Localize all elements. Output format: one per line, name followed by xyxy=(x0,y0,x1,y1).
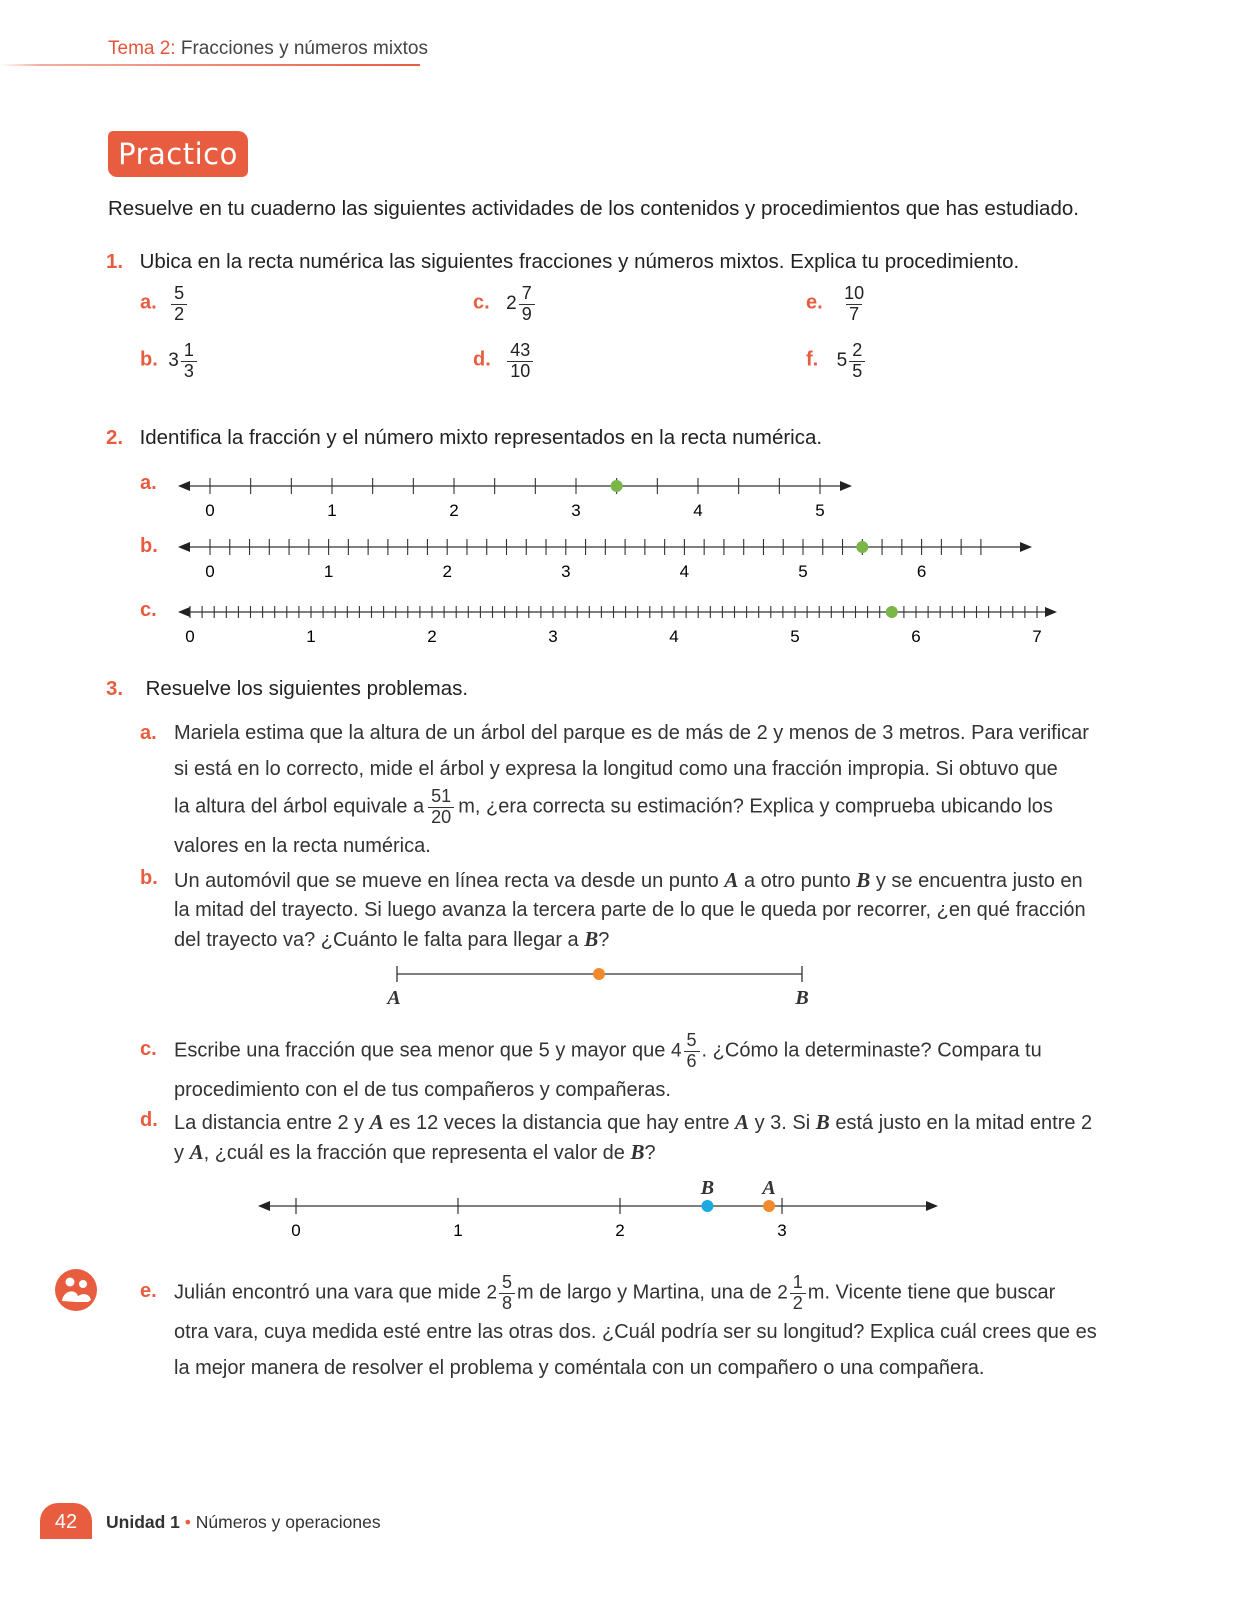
point-label-A: A xyxy=(762,1177,776,1199)
q3a-line: la altura del árbol equivale a $\frac{51}{20}$ m, ¿era correcta su estimación? Explica y comprueba ubicando los xyxy=(174,786,1053,827)
segment-label-b: B xyxy=(795,987,809,1009)
tick-label: 3 xyxy=(777,1221,787,1240)
tick-label: 2 xyxy=(427,627,437,646)
tick-label: 7 xyxy=(1032,627,1042,646)
q3a-label: a. xyxy=(140,722,157,744)
segment-label-a: A xyxy=(387,987,401,1009)
q1-heading xyxy=(106,250,1019,274)
tick-label: 5 xyxy=(790,627,800,646)
q3a-text xyxy=(174,715,1114,864)
tick-label: 3 xyxy=(548,627,558,646)
q2-label-b: b. xyxy=(140,535,158,557)
tick-label: 2 xyxy=(442,562,452,581)
header-rule xyxy=(0,64,420,66)
tick-label: 0 xyxy=(205,562,215,581)
q3b-line: la mitad del trayecto. Si luego avanza la tercera parte de lo que le queda por recorrer, ¿en qué fracción xyxy=(174,899,1086,921)
tick-label: 2 xyxy=(449,501,459,520)
arrow-left xyxy=(178,607,190,617)
tick-label: 4 xyxy=(693,501,703,520)
tick-label: 1 xyxy=(453,1221,463,1240)
q3e-line: la mejor manera de resolver el problema y coméntala con un compañero o una compañera. xyxy=(174,1356,985,1379)
q3d-number-line xyxy=(0,1170,1245,1250)
tick-label: 4 xyxy=(669,627,679,646)
header-title: Fracciones y números mixtos xyxy=(180,38,428,59)
arrow-left xyxy=(178,481,190,491)
fraction: $\frac{1}{3}$ xyxy=(181,341,197,382)
q3d-text xyxy=(174,1108,1114,1168)
fraction: $\frac{51}{20}$ xyxy=(428,787,454,828)
item-label: d. xyxy=(473,348,491,371)
intro-text: Resuelve en tu cuaderno las siguientes actividades de los contenidos y procedimientos que has estudiado. xyxy=(108,197,1079,220)
item-label: b. xyxy=(140,348,158,371)
q1-item-f xyxy=(806,341,867,382)
marked-point xyxy=(856,541,868,553)
q3a-line: valores en la recta numérica. xyxy=(174,834,431,857)
q3e-label: e. xyxy=(140,1280,157,1302)
q3e-line: otra vara, cuya medida esté entre las otras dos. ¿Cuál podría ser su longitud? Explica cuál crees que es xyxy=(174,1320,1097,1343)
q3a-line: si está en lo correcto, mide el árbol y expresa la longitud como una fracción impropia. Si obtuvo que xyxy=(174,758,1058,780)
midpoint-marker xyxy=(593,968,605,980)
fraction: $\frac{2}{5}$ xyxy=(849,341,865,382)
fraction: $\frac{5}{2}$ xyxy=(171,284,187,325)
whole-number: 3 xyxy=(168,350,179,372)
q3d-line: y A, ¿cuál es la fracción que representa el valor de B? xyxy=(174,1140,656,1164)
tick-label: 2 xyxy=(615,1221,625,1240)
whole-number: 5 xyxy=(836,350,848,372)
tick-label: 1 xyxy=(327,501,337,520)
fraction: $\frac{10}{7}$ xyxy=(844,283,865,324)
section-badge: Practico xyxy=(108,131,248,177)
q1-number: 1. xyxy=(106,250,124,273)
item-label: a. xyxy=(140,291,157,314)
marked-point xyxy=(611,480,623,492)
item-label: f. xyxy=(806,348,819,371)
tick-label: 6 xyxy=(916,562,927,581)
q2-number: 2. xyxy=(106,426,124,449)
q1-item-c xyxy=(473,284,537,325)
arrow-right xyxy=(1045,607,1057,617)
point-B xyxy=(701,1200,713,1212)
q3c-line: Escribe una fracción que sea menor que 5 y mayor que 4 $\frac{5}{6}$ . ¿Cómo la determinaste? Compara tu xyxy=(174,1030,1042,1071)
point-A xyxy=(763,1200,775,1212)
q3b-text xyxy=(174,866,1114,955)
item-label: c. xyxy=(473,291,490,314)
q2-label-c: c. xyxy=(140,599,157,621)
number-line-c xyxy=(178,606,1057,646)
tick-label: 5 xyxy=(815,501,825,520)
q3e-line: Julián encontró una vara que mide 2 $\frac{5}{8}$ m de largo y Martina, una de 2 $\frac{1}{2}$ m. Vicente tiene que buscar xyxy=(174,1272,1056,1313)
point-label-B: B xyxy=(700,1177,715,1199)
q1-item-a xyxy=(140,284,189,325)
fraction: $\frac{1}{2}$ xyxy=(790,1273,806,1314)
q2-text: Identifica la fracción y el número mixto representados en la recta numérica. xyxy=(139,426,823,449)
q3d-label: d. xyxy=(140,1109,158,1131)
fraction: $\frac{5}{8}$ xyxy=(499,1273,515,1314)
q3e-text xyxy=(174,1273,1114,1386)
q3a-line: Mariela estima que la altura de un árbol del parque es de más de 2 y menos de 3 metros. Para verificar xyxy=(174,722,1089,744)
number-line-a xyxy=(178,478,852,520)
q1-item-d xyxy=(473,341,535,382)
tick-label: 1 xyxy=(323,562,334,581)
item-label: e. xyxy=(806,291,823,314)
arrow-right xyxy=(926,1201,938,1211)
q1-text: Ubica en la recta numérica las siguientes fracciones y números mixtos. Explica tu procedimiento. xyxy=(139,250,1020,273)
q3c-text xyxy=(174,1031,1114,1108)
q2-label-a: a. xyxy=(140,472,157,494)
fraction: $\frac{5}{6}$ xyxy=(684,1031,700,1072)
tick-label: 0 xyxy=(291,1221,301,1240)
q2-number-lines xyxy=(0,460,1245,660)
q3c-label: c. xyxy=(140,1038,157,1060)
group-work-icon xyxy=(55,1269,97,1311)
q3b-segment-diagram xyxy=(370,960,830,1010)
q3-text: Resuelve los siguientes problemas. xyxy=(145,677,469,700)
arrow-right xyxy=(1020,542,1032,552)
q3-heading xyxy=(106,677,468,701)
q3b-label: b. xyxy=(140,867,158,889)
q1-item-b xyxy=(140,341,199,382)
whole-number: 2 xyxy=(506,293,517,315)
marked-point xyxy=(886,606,898,618)
arrow-left xyxy=(178,542,190,552)
tick-label: 0 xyxy=(205,501,215,520)
tick-label: 1 xyxy=(306,627,316,646)
tick-label: 3 xyxy=(571,501,581,520)
arrow-left xyxy=(258,1201,270,1211)
fraction: $\frac{7}{9}$ xyxy=(519,284,535,325)
fraction: $\frac{43}{10}$ xyxy=(507,341,533,382)
tick-label: 3 xyxy=(561,562,571,581)
tick-label: 0 xyxy=(185,627,195,646)
tick-label: 6 xyxy=(911,627,921,646)
q3b-line: del trayecto va? ¿Cuánto le falta para llegar a B? xyxy=(174,927,610,951)
number-line-b xyxy=(178,539,1032,581)
page-number: 42 xyxy=(40,1503,92,1539)
q3b-line: Un automóvil que se mueve en línea recta va desde un punto A a otro punto B y se encuentra justo en xyxy=(174,868,1083,892)
arrow-right xyxy=(840,481,852,491)
q3-number: 3. xyxy=(106,677,124,700)
q2-heading xyxy=(106,426,822,450)
tick-label: 5 xyxy=(798,562,808,581)
tick-label: 4 xyxy=(679,562,690,581)
footer-unit: Unidad 1 • Números y operaciones xyxy=(106,1512,381,1532)
q1-item-e xyxy=(806,284,869,325)
q3d-line: La distancia entre 2 y A es 12 veces la distancia que hay entre A y 3. Si B está justo en la mitad entre 2 xyxy=(174,1110,1093,1134)
running-header xyxy=(108,38,428,60)
header-tema: Tema 2: xyxy=(108,38,176,59)
q3c-line: procedimiento con el de tus compañeros y compañeras. xyxy=(174,1078,671,1101)
